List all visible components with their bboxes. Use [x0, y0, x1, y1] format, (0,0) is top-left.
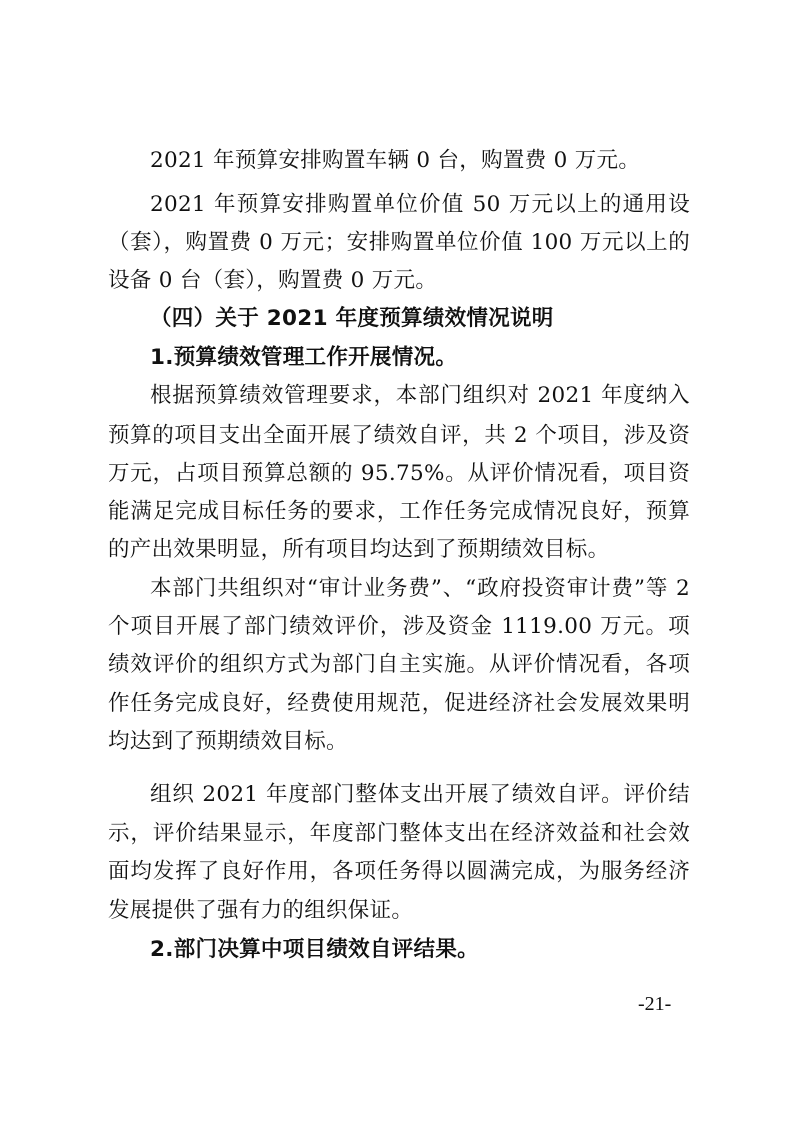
section-heading: （四）关于 2021 年度预算绩效情况说明	[150, 306, 554, 331]
page-number: -21-	[638, 993, 672, 1015]
paragraph-line: 的产出效果明显，所有项目均达到了预期绩效目标。	[108, 537, 610, 562]
paragraph-line: 预算的项目支出全面开展了绩效自评，共 2 个项目，涉及资	[108, 423, 690, 448]
paragraph-line: 能满足完成目标任务的要求，工作任务完成情况良好，预算	[108, 499, 690, 524]
paragraph-line: 万元，占项目预算总额的 95.75%。从评价情况看，项目资	[108, 461, 690, 486]
paragraph-line: 2021 年预算安排购置单位价值 50 万元以上的通用设	[150, 192, 690, 217]
paragraph-line: 面均发挥了良好作用，各项任务得以圆满完成，为服务经济	[108, 859, 690, 884]
subsection-heading: 2.部门决算中项目绩效自评结果。	[150, 937, 479, 962]
paragraph-line: 个项目开展了部门绩效评价，涉及资金 1119.00 万元。项	[108, 614, 690, 639]
paragraph-line: 根据预算绩效管理要求，本部门组织对 2021 年度纳入	[150, 383, 690, 408]
paragraph-line: 均达到了预期绩效目标。	[108, 729, 348, 754]
paragraph-line: 发展提供了强有力的组织保证。	[108, 898, 414, 923]
paragraph-line: 作任务完成良好，经费使用规范，促进经济社会发展效果明	[108, 691, 690, 716]
paragraph-line: 组织 2021 年度部门整体支出开展了绩效自评。评价结	[150, 782, 690, 807]
paragraph-line: 设备 0 台（套），购置费 0 万元。	[108, 268, 438, 293]
paragraph-line: 2021 年预算安排购置车辆 0 台，购置费 0 万元。	[150, 148, 641, 173]
subsection-heading: 1.预算绩效管理工作开展情况。	[150, 345, 458, 370]
paragraph-line: 本部门共组织对“审计业务费”、“政府投资审计费”等 2	[150, 576, 690, 601]
paragraph-line: 绩效评价的组织方式为部门自主实施。从评价情况看，各项	[108, 652, 690, 677]
paragraph-line: （套），购置费 0 万元；安排购置单位价值 100 万元以上的	[108, 230, 690, 255]
paragraph-line: 示，评价结果显示，年度部门整体支出在经济效益和社会效	[108, 821, 690, 846]
